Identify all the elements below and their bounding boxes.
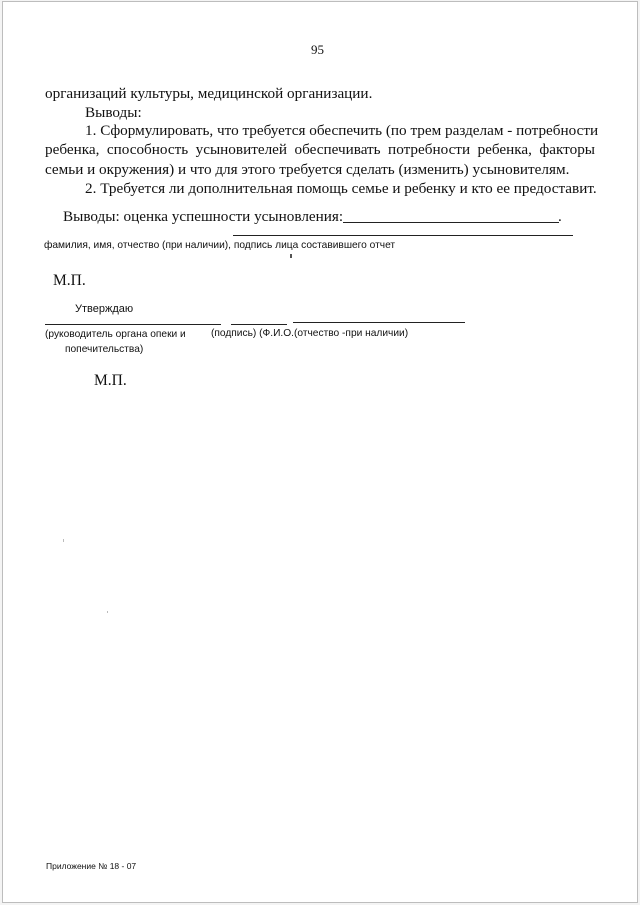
head-caption-line-1: (руководитель органа опеки и	[45, 329, 186, 340]
item-1-line-1: 1. Сформулировать, что требуется обеспечить (по трем разделам - потребности	[85, 122, 599, 139]
paragraph-line-1: организаций культуры, медицинской организации.	[45, 85, 373, 102]
head-caption-line-2: попечительства)	[65, 344, 144, 355]
document-page	[2, 1, 638, 903]
compiler-signature-line[interactable]	[233, 235, 573, 236]
sign-caption: (подпись) (Ф.И.О.(отчество -при наличии)	[211, 328, 409, 339]
page-number: 95	[311, 42, 324, 57]
stamp-place-1: М.П.	[53, 272, 86, 289]
assessment-trailing-dot: .	[558, 208, 562, 225]
item-2: 2. Требуется ли дополнительная помощь семье и ребенку и кто ее предоставит.	[85, 180, 597, 197]
approve-label: Утверждаю	[75, 303, 134, 315]
head-name-line[interactable]	[45, 324, 221, 325]
assessment-field-underline[interactable]	[343, 222, 559, 223]
assessment-label: Выводы: оценка успешности усыновления:	[63, 208, 344, 225]
conclusions-heading: Выводы:	[85, 104, 142, 121]
scan-speck	[107, 611, 108, 613]
item-1-line-3: семьи и окружения) и что для этого требуется сделать (изменить) усыновителям.	[45, 161, 570, 178]
stamp-place-2: М.П.	[94, 372, 127, 389]
appendix-footer: Приложение № 18 - 07	[46, 861, 137, 871]
compiler-caption: фамилия, имя, отчество (при наличии), подпись лица составившего отчет	[44, 240, 396, 251]
head-fio-line[interactable]	[293, 322, 465, 323]
item-1-line-2: ребенка, способность усыновителей обеспечивать потребности ребенка, факторы	[45, 141, 595, 158]
head-signature-line[interactable]	[231, 324, 287, 325]
stray-mark	[290, 254, 292, 258]
scan-speck	[63, 539, 64, 542]
